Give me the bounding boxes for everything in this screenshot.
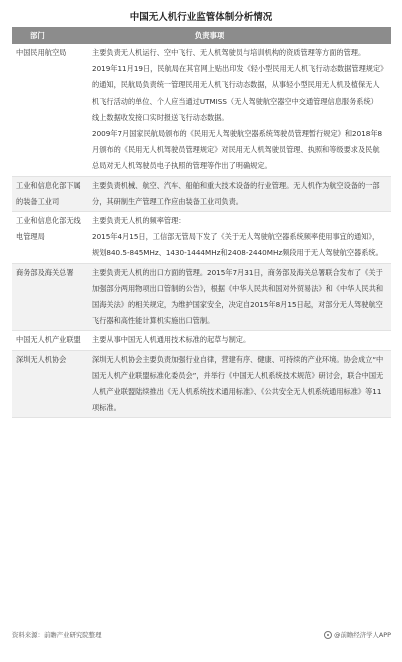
dept-cell: 中国无人机产业联盟 bbox=[16, 335, 81, 345]
source-note: 资料来源：前瞻产业研究院整理 bbox=[12, 631, 102, 639]
dept-cell: 工业和信息化部无线电管理局 bbox=[16, 216, 81, 242]
table-row bbox=[12, 351, 391, 419]
table-row bbox=[12, 331, 391, 350]
duty-paragraph: 深圳无人机协会主要负责加强行业自律，营建有序、健康、可持续的产业环境。协会成立“中国无人机产业联盟标准化委员会”，并举行《中国无人机系统技术规范》研讨会，联合中国无人机产业联盟陆续推出《无人机系统技术通用标准》、《公共安全无人机系统通用标准》等11项标准。 bbox=[92, 354, 384, 413]
header-dept: 部门 bbox=[30, 31, 45, 40]
duty-cell bbox=[88, 351, 391, 418]
table-row bbox=[12, 212, 391, 264]
brand-logo-icon bbox=[324, 631, 332, 639]
footer bbox=[12, 630, 391, 639]
dept-cell: 商务部及海关总署 bbox=[16, 267, 74, 277]
dept-cell: 深圳无人机协会 bbox=[16, 354, 67, 364]
duty-paragraph: 主要从事中国无人机通用技术标准的起草与制定。 bbox=[92, 335, 251, 345]
duty-paragraph: 主要负责无人机的出口方面的管理。2015年7月31日，商务部及海关总署联合发布了《关于加强部分两用物项出口管制的公告》，根据《中华人民共和国对外贸易法》和《中华人民共和国海关法》的相关规定，为维护国家安全，决定自2015年8月15日起，对部分无人驾驶航空飞行器和高性能计算机实施出口管制。 bbox=[92, 267, 384, 326]
dept-cell: 中国民用航空局 bbox=[16, 48, 67, 57]
duty-paragraph: 主要负责机械、航空、汽车、船舶和重大技术设备的行业管理。无人机作为航空设备的一部分，其研制生产管理工作应由装备工业司负责。 bbox=[92, 180, 380, 206]
duty-paragraph: 2015年4月15日，工信部无管局下发了《关于无人驾驶航空器系统频率使用事宜的通知》，规划840.5-845MHz、1430-1444MHz和2408-2440MHz频段用于无人驾驶航空器系统。 bbox=[92, 232, 383, 258]
table-row bbox=[12, 264, 391, 332]
duty-paragraph: 2009年7月国家民航局颁布的《民用无人驾驶航空器系统驾驶员管理暂行规定》和2018年8月颁布的《民用无人机驾驶员管理规定》对民用无人机驾驶员管理、执照和等级要求及民航总局对无人机驾驶员电子执照的管理等作出了明确规定。 bbox=[92, 129, 383, 171]
duty-cell bbox=[88, 44, 391, 176]
brand-logo bbox=[324, 630, 391, 639]
table-row bbox=[12, 177, 391, 212]
duty-paragraph: 主要负责无人机运行、空中飞行、无人机驾驶员与培训机构的资质管理等方面的管理。 bbox=[92, 48, 366, 57]
header-duty: 负责事项 bbox=[194, 31, 225, 40]
dept-cell: 工业和信息化部下属的装备工业司 bbox=[16, 180, 81, 206]
duty-paragraph: 主要负责无人机的频率管理： bbox=[92, 216, 186, 226]
duty-cell bbox=[88, 331, 391, 349]
duty-cell bbox=[88, 177, 391, 211]
brand-name: @前瞻经济学人APP bbox=[334, 631, 391, 639]
regulation-table bbox=[12, 27, 391, 418]
duty-cell bbox=[88, 264, 391, 331]
table-header bbox=[12, 27, 391, 44]
duty-paragraph: 2019年11月19日，民航局在其官网上贴出印发《轻小型民用无人机飞行动态数据管理规定》的通知，民航局负责统一管理民用无人机飞行动态数据，从事轻小型民用无人机及植保无人机飞行活动的单位、个人应当通过UTMISS（无人驾驶航空器空中交通管理信息服务系统）线上数据收发接口实时报送飞行动态数据。 bbox=[92, 64, 384, 122]
page-title: 中国无人机行业监管体制分析情况 bbox=[129, 12, 273, 23]
table-row bbox=[12, 44, 391, 177]
duty-cell bbox=[88, 212, 391, 263]
